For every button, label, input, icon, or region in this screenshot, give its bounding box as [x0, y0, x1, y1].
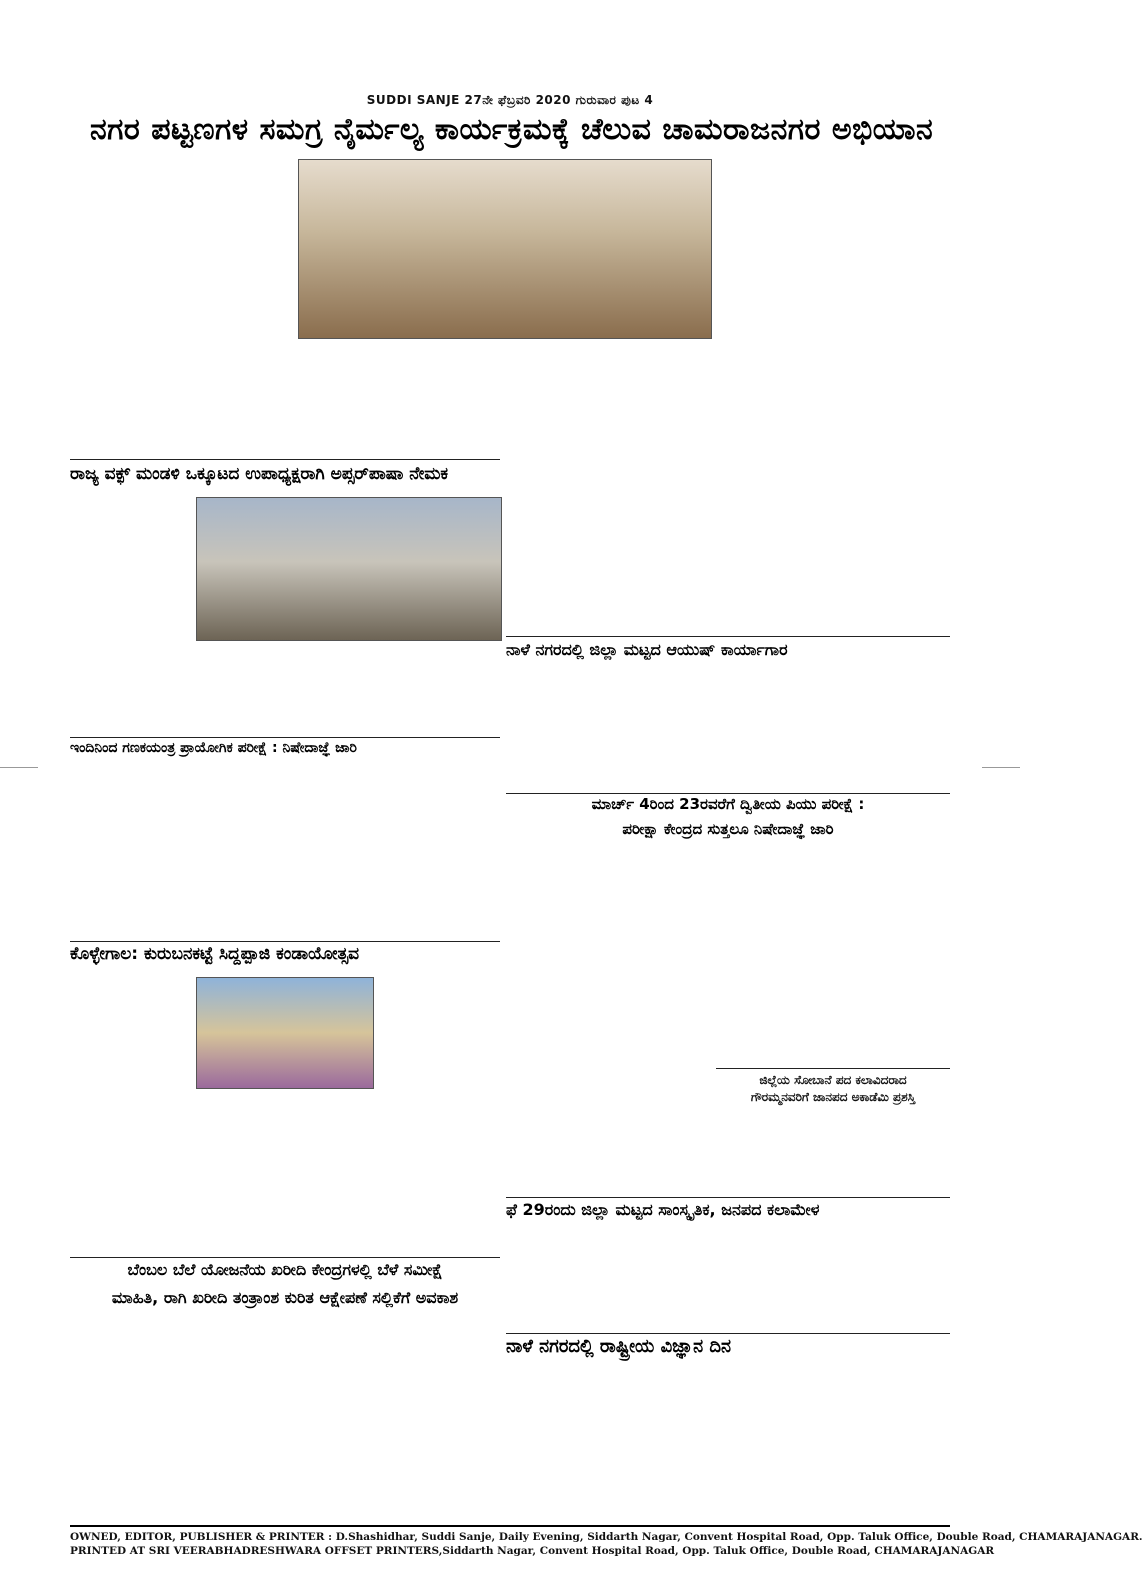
award-divider [716, 1068, 950, 1069]
masthead: SUDDI SANJE 27ನೇ ಫೆಬ್ರವರಿ 2020 ಗುರುವಾರ ಪುಟ 4 [366, 93, 654, 107]
science-story-text [506, 1371, 950, 1519]
main-story-column-right [716, 158, 950, 718]
ayush-divider [506, 636, 950, 637]
exam-headline-line1: ಮಾರ್ಚ್ 4ರಿಂದ 23ರವರೆಗೆ ದ್ವಿತೀಯ ಪಿಯು ಪರೀಕ್ಷೆ : [591, 795, 865, 813]
culture-story-text [506, 1231, 950, 1331]
meeting-photo [298, 159, 712, 339]
ayush-story-text [506, 671, 950, 791]
footer-owner-line: OWNED, EDITOR, PUBLISHER & PRINTER : D.Shashidhar, Suddi Sanje, Daily Evening, Siddarth Nagar, Convent Hospital Road, Opp. Taluk Office, Double Road, CHAMARAJANAGAR. [70, 1531, 1143, 1543]
ragi-headline-line1: ಬೆಂಬಲ ಬೆಲೆ ಯೋಜನೆಯ ಖರೀದಿ ಕೇಂದ್ರಗಳಲ್ಲಿ ಬೆಳೆ ಸಮೀಕ್ಷೆ [127, 1260, 443, 1279]
culture-divider [506, 1197, 950, 1198]
science-divider [506, 1333, 950, 1334]
kollegala-divider [70, 941, 500, 942]
main-story-mid-column [506, 461, 710, 633]
exam-headline-line2: ಪರೀಕ್ಷಾ ಕೇಂದ್ರದ ಸುತ್ತಲೂ ನಿಷೇದಾಜ್ಞೆ ಜಾರಿ [622, 820, 834, 838]
science-headline: ನಾಳೆ ನಗರದಲ್ಲಿ ರಾಷ್ಟ್ರೀಯ ವಿಜ್ಞಾನ ದಿನ [506, 1336, 732, 1357]
festival-photo [196, 977, 374, 1089]
waqf-story-continued [196, 645, 500, 735]
main-story-under-photo [298, 341, 710, 459]
ragi-story-text [70, 1319, 500, 1519]
footer-printer-line: PRINTED AT SRI VEERABHADRESHWARA OFFSET PRINTERS,Siddarth Nagar, Convent Hospital Road, Opp. Taluk Office, Double Road, CHAMARAJANAGAR [70, 1545, 995, 1557]
waqf-story-text [70, 497, 190, 733]
main-headline: ನಗರ ಪಟ್ಟಣಗಳ ಸಮಗ್ರ ನೈರ್ಮಲ್ಯ ಕಾರ್ಯಕ್ರಮಕ್ಕೆ ಚೆಲುವ ಚಾಮರಾಜನಗರ ಅಭಿಯಾನ [90, 112, 934, 147]
kollegala-headline: ಕೊಳ್ಳೇಗಾಲ: ಕುರುಬನಕಟ್ಟೆ ಸಿದ್ದಪ್ಪಾಜಿ ಕಂಡಾಯೋತ್ಸವ [70, 944, 360, 964]
newspaper-page [70, 93, 1143, 1568]
computer-divider [70, 737, 500, 738]
waqf-group-photo [196, 497, 502, 641]
margin-rule-right [982, 767, 1020, 768]
waqf-headline: ರಾಜ್ಯ ವಕ್ಫ್ ಮಂಡಳಿ ಒಕ್ಕೂಟದ ಉಪಾಧ್ಯಕ್ಷರಾಗಿ ಅಪ್ಸರ್‌ಪಾಷಾ ನೇಮಕ [70, 464, 449, 484]
award-headline-line2: ಗೌರಮ್ಮನವರಿಗೆ ಜಾನಪದ ಅಕಾಡೆಮಿ ಪ್ರಶಸ್ತಿ [750, 1090, 916, 1104]
kollegala-story-continued [378, 977, 500, 1167]
computer-headline: ಇಂದಿನಿಂದ ಗಣಕಯಂತ್ರ ಪ್ರಾಯೋಗಿಕ ಪರೀಕ್ಷೆ : ನಿಷೇದಾಜ್ಞೆ ಜಾರಿ [70, 740, 357, 756]
culture-headline: ಫೆ 29ರಂದು ಜಿಲ್ಲಾ ಮಟ್ಟದ ಸಾಂಸ್ಕೃತಿಕ, ಜನಪದ ಕಲಾಮೇಳ [506, 1200, 820, 1219]
exam-story-text [506, 849, 950, 1067]
footer-imprint [70, 1525, 1143, 1568]
exam-divider [506, 793, 950, 794]
ragi-headline-line2: ಮಾಹಿತಿ, ರಾಗಿ ಖರೀದಿ ತಂತ್ರಾಂಶ ಕುರಿತ ಆಕ್ಷೇಪಣೆ ಸಲ್ಲಿಕೆಗೆ ಅವಕಾಶ [111, 1288, 459, 1307]
computer-story-text [70, 769, 500, 939]
waqf-divider [70, 459, 500, 460]
award-story-text [716, 1109, 950, 1195]
ragi-divider [70, 1257, 500, 1258]
margin-rule-left [0, 767, 38, 768]
kollegala-story-text [70, 977, 190, 1167]
award-headline-line1: ಜಿಲ್ಲೆಯ ಸೋಬಾನೆ ಪದ ಕಲಾವಿದರಾದ [759, 1073, 907, 1087]
ayush-headline: ನಾಳೆ ನಗರದಲ್ಲಿ ಜಿಲ್ಲಾ ಮಟ್ಟದ ಆಯುಷ್ ಕಾರ್ಯಾಗಾರ [506, 640, 788, 659]
